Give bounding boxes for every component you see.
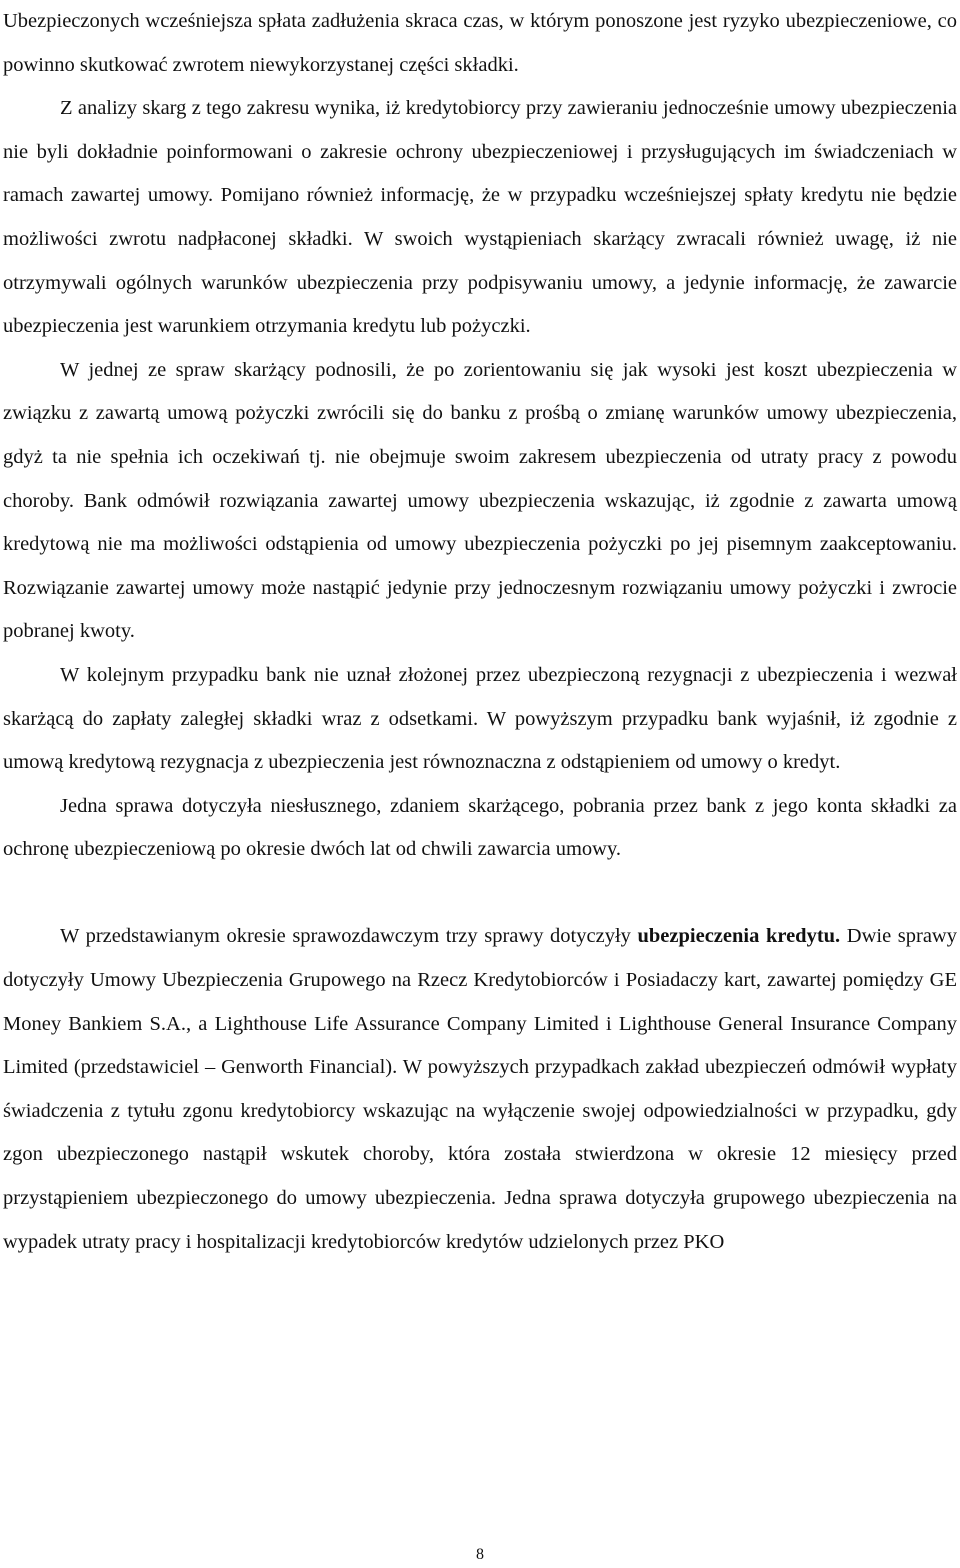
paragraph-6-lead: W przedstawianym okresie sprawozdawczym trzy sprawy dotyczyły: [60, 925, 638, 948]
paragraph-2: Z analizy skarg z tego zakresu wynika, iż kredytobiorcy przy zawieraniu jednocześnie umowy ubezpieczenia nie byli dokładnie poinformowani o zakresie ochrony ubezpieczeniowej i przysługujących im świadczeniach w ramach zawartej umowy. Pomijano również informację, że w przypadku wcześniejszej spłaty kredytu nie będzie możliwości zwrotu nadpłaconej składki. W swoich wystąpieniach skarżący zwracali również uwagę, iż nie otrzymywali ogólnych warunków ubezpieczenia przy podpisywaniu umowy, a jedynie informację, że zawarcie ubezpieczenia jest warunkiem otrzymania kredytu lub pożyczki.: [3, 97, 957, 338]
page-number: 8: [476, 1546, 484, 1563]
paragraph-1: Ubezpieczonych wcześniejsza spłata zadłużenia skraca czas, w którym ponoszone jest ryzyko ubezpieczeniowe, co powinno skutkować zwrotem niewykorzystanej części składki.: [3, 10, 957, 76]
paragraph-6-rest: Dwie sprawy dotyczyły Umowy Ubezpieczenia Grupowego na Rzecz Kredytobiorców i Posiadaczy kart, zawartej pomiędzy GE Money Bankiem S.A., a Lighthouse Life Assurance Company Limited i Lighthouse General Insurance Company Limited (przedstawiciel – Genworth Financial). W powyższych przypadkach zakład ubezpieczeń odmówił wypłaty świadczenia z tytułu zgonu kredytobiorcy wskazując na wyłączenie swojej odpowiedzialności w przypadku, gdy zgon ubezpieczonego nastąpił wskutek choroby, która została stwierdzona w okresie 12 miesięcy przed przystąpieniem ubezpieczonego do umowy ubezpieczenia. Jedna sprawa dotyczyła grupowego ubezpieczenia na wypadek utraty pracy i hospitalizacji kredytobiorców kredytów udzielonych przez PKO: [3, 925, 957, 1253]
paragraph-5: Jedna sprawa dotyczyła niesłusznego, zdaniem skarżącego, pobrania przez bank z jego konta składki za ochronę ubezpieczeniową po okresie dwóch lat od chwili zawarcia umowy.: [3, 794, 957, 861]
document-body: [3, 0, 957, 1264]
paragraph-3: W jednej ze spraw skarżący podnosili, że po zorientowaniu się jak wysoki jest koszt ubezpieczenia w związku z zawartą umową pożyczki zwrócili się do banku z prośbą o zmianę warunków umowy ubezpieczenia, gdyż ta nie spełnia ich oczekiwań tj. nie obejmuje swoim zakresem ubezpieczenia od utraty pracy z powodu choroby. Bank odmówił rozwiązania zawartej umowy ubezpieczenia wskazując, iż zgodnie z zawarta umową kredytową nie ma możliwości odstąpienia od umowy ubezpieczenia pożyczki po jej pisemnym zaakceptowaniu. Rozwiązanie zawartej umowy może nastąpić jedynie przy jednoczesnym rozwiązaniu umowy pożyczki i zwrocie pobranej kwoty.: [3, 358, 957, 643]
paragraph-4: W kolejnym przypadku bank nie uznał złożonej przez ubezpieczoną rezygnacji z ubezpieczenia i wezwał skarżącą do zapłaty zaległej składki wraz z odsetkami. W powyższym przypadku bank wyjaśnił, iż zgodnie z umową kredytową rezygnacja z ubezpieczenia jest równoznaczna z odstąpieniem od umowy o kredyt.: [3, 663, 957, 774]
paragraph-6: [3, 915, 957, 1264]
paragraph-6-bold: ubezpieczenia kredytu.: [637, 925, 841, 948]
